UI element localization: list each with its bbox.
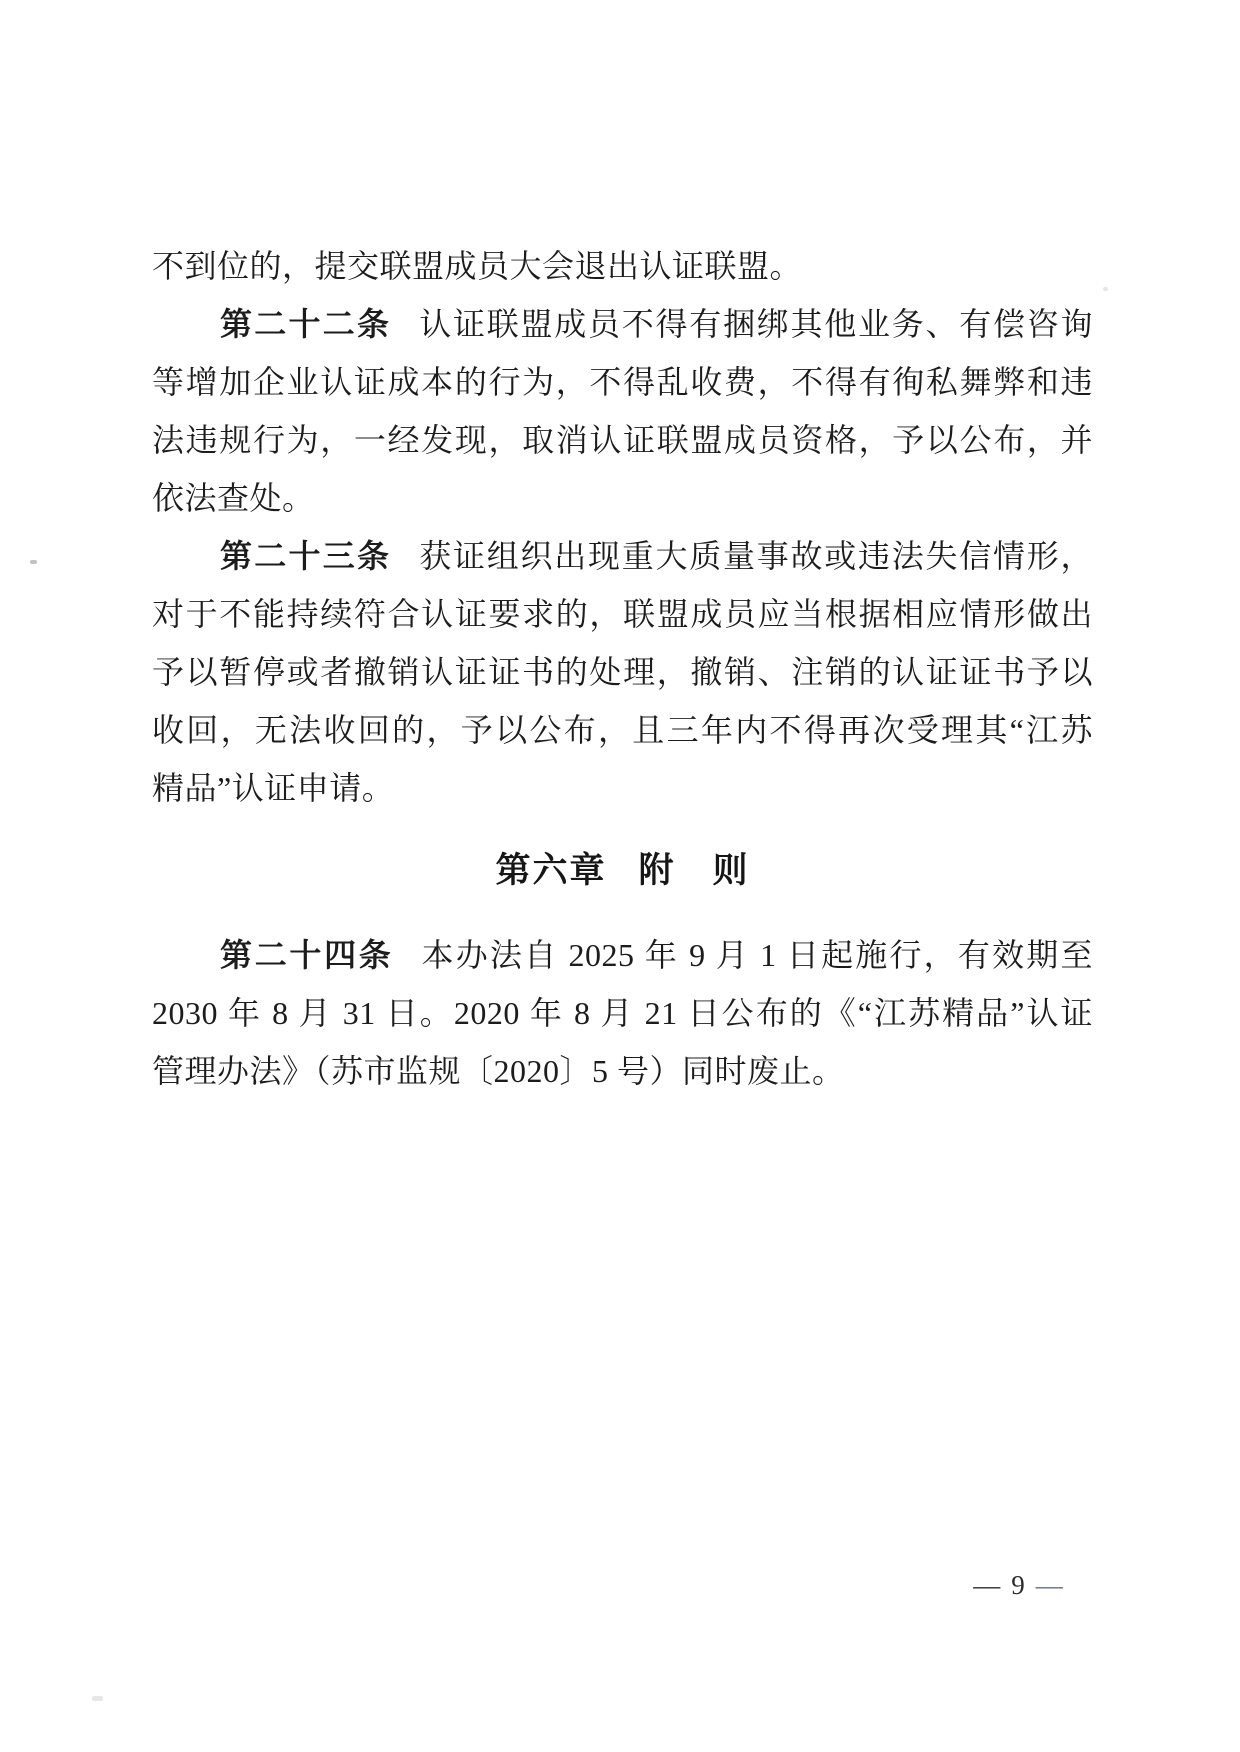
page-number-value: 9 bbox=[1011, 1570, 1025, 1600]
scan-speck bbox=[92, 1696, 103, 1701]
article-22-lead-text: 认证联盟成员不得有捆绑其他业务、有偿咨询 bbox=[419, 306, 1093, 342]
article-23-number: 第二十三条 bbox=[220, 538, 392, 574]
article-23-text-line: 对于不能持续符合认证要求的，联盟成员应当根据相应情形做出 bbox=[152, 596, 1093, 632]
page-number bbox=[958, 1568, 1078, 1602]
chapter-heading bbox=[152, 842, 1093, 900]
scan-speck bbox=[1103, 287, 1108, 291]
article-22-opening-line bbox=[152, 295, 1093, 353]
page-number-dash-left: — bbox=[973, 1570, 1001, 1600]
article-22-number: 第二十二条 bbox=[220, 306, 392, 342]
article-23-text-line: 收回，无法收回的，予以公布，且三年内不得再次受理其“江苏 bbox=[152, 712, 1093, 748]
scan-speck bbox=[30, 560, 37, 564]
article-24-text-line: 管理办法》（苏市监规〔2020〕5 号）同时废止。 bbox=[152, 1053, 845, 1089]
article-23-lead-text: 获证组织出现重大质量事故或违法失信情形， bbox=[419, 538, 1093, 574]
article-23-text-line: 精品”认证申请。 bbox=[152, 770, 395, 806]
article-24-lead-text: 本办法自 2025 年 9 月 1 日起施行，有效期至 bbox=[421, 937, 1093, 973]
article-24-number: 第二十四条 bbox=[220, 937, 394, 973]
article-22-text-line: 等增加企业认证成本的行为，不得乱收费，不得有徇私舞弊和违 bbox=[152, 364, 1093, 400]
article-23-text-line: 予以暂停或者撤销认证证书的处理，撤销、注销的认证证书予以 bbox=[152, 654, 1093, 690]
page-number-dash-right: — bbox=[1035, 1570, 1063, 1600]
article-23-opening-line bbox=[152, 527, 1093, 585]
document-body bbox=[152, 237, 1093, 1100]
article-22-text-line: 依法查处。 bbox=[152, 480, 315, 516]
chapter-number: 第六章 bbox=[495, 851, 607, 890]
paragraph-continuation-line: 不到位的，提交联盟成员大会退出认证联盟。 bbox=[152, 248, 803, 284]
chapter-title: 附 则 bbox=[638, 851, 750, 890]
article-22-text-line: 法违规行为，一经发现，取消认证联盟成员资格，予以公布，并 bbox=[152, 422, 1093, 458]
article-24-text-line: 2030 年 8 月 31 日。2020 年 8 月 21 日公布的《“江苏精品”认证 bbox=[152, 995, 1093, 1031]
article-24-opening-line bbox=[152, 926, 1093, 984]
